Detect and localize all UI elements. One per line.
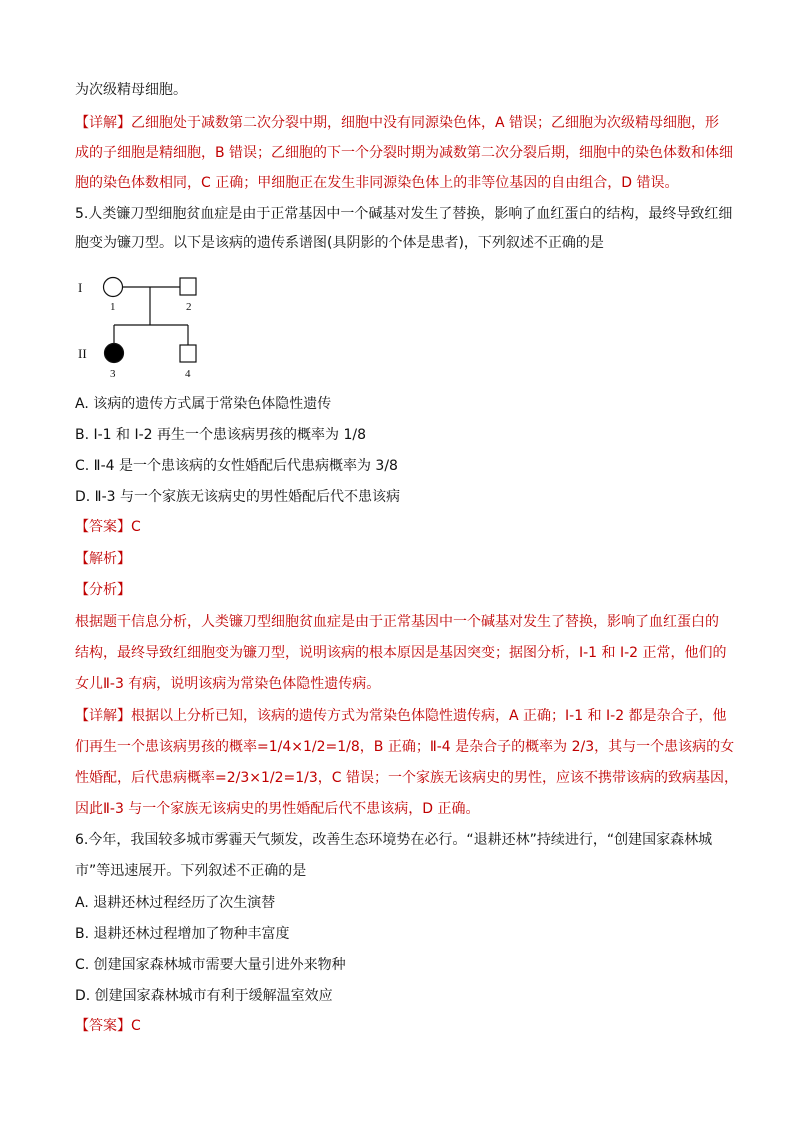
question-5-text: 胞变为镰刀型。以下是该病的遗传系谱图(具阴影的个体是患者)，下列叙述不正确的是 <box>75 235 604 251</box>
detail-paragraph-line: 成的子细胞是精细胞，B 错误；乙细胞的下一个分裂时期为减数第二次分裂后期，细胞中的染色体数和体细 <box>75 145 734 161</box>
option-c: C. Ⅱ-4 是一个患该病的女性婚配后代患病概率为 3/8 <box>75 458 398 474</box>
option-b: B. 退耕还林过程增加了物种丰富度 <box>75 926 290 942</box>
individual-II-4-male-normal <box>180 345 196 362</box>
analysis-paragraph-line: 结构，最终导致红细胞变为镰刀型，说明该病的根本原因是基因突变；据图分析，I-1 和 I-2 正常，他们的 <box>75 645 727 661</box>
option-b: B. I-1 和 I-2 再生一个患该病男孩的概率为 1/8 <box>75 427 367 443</box>
option-c: C. 创建国家森林城市需要大量引进外来物种 <box>75 957 346 973</box>
detail-paragraph-line: 们再生一个患该病男孩的概率=1/4×1/2=1/8，B 正确；Ⅱ-4 是杂合子的概率为 2/3，其与一个患该病的女 <box>75 739 735 755</box>
detail-paragraph-line <box>75 706 735 726</box>
generation-label: II <box>78 346 87 361</box>
option-d: D. Ⅱ-3 与一个家族无该病史的男性婚配后代不患该病 <box>75 489 400 505</box>
pedigree-chart <box>70 270 230 380</box>
detail-paragraph-line: 因此Ⅱ-3 与一个家族无该病史的男性婚配后代不患该病，D 正确。 <box>75 801 480 817</box>
analysis-paragraph-line: 根据题干信息分析，人类镰刀型细胞贫血症是由于正常基因中一个碱基对发生了替换，影响了血红蛋白的 <box>75 614 719 630</box>
detail-text: 乙细胞处于减数第二次分裂中期，细胞中没有同源染色体，A 错误；乙细胞为次级精母细胞，形 <box>131 115 720 131</box>
analysis-label: 【解析】 <box>75 551 131 567</box>
option-a: A. 退耕还林过程经历了次生演替 <box>75 895 276 911</box>
answer-label: 【答案】C <box>75 1018 141 1034</box>
individual-I-1-female-normal <box>104 278 123 297</box>
question-5-text: 5.人类镰刀型细胞贫血症是由于正常基因中一个碱基对发生了替换，影响了血红蛋白的结构，最终导致红细 <box>75 206 733 222</box>
option-d: D. 创建国家森林城市有利于缓解温室效应 <box>75 988 333 1004</box>
question-6-text: 6.今年，我国较多城市雾霾天气频发，改善生态环境势在必行。“退耕还林”持续进行，“创建国家森林城 <box>75 832 713 848</box>
answer-label: 【答案】C <box>75 519 141 535</box>
detail-paragraph-line: 胞的染色体数相同，C 正确；甲细胞正在发生非同源染色体上的非等位基因的自由组合，D 错误。 <box>75 175 679 191</box>
individual-II-3-female-affected <box>105 344 124 363</box>
individual-number: 1 <box>110 301 116 313</box>
individual-I-2-male-normal <box>180 278 196 295</box>
detail-paragraph-line <box>75 113 735 133</box>
generation-label: I <box>78 280 83 295</box>
option-a: A. 该病的遗传方式属于常染色体隐性遗传 <box>75 396 332 412</box>
detail-text: 根据以上分析已知，该病的遗传方式为常染色体隐性遗传病，A 正确；I-1 和 I-2 都是杂合子，他 <box>131 708 727 724</box>
analysis-sub-label: 【分析】 <box>75 582 131 598</box>
individual-number: 3 <box>110 368 116 380</box>
detail-paragraph-line: 性婚配，后代患病概率=2/3×1/2=1/3，C 错误；一个家族无该病史的男性，应该不携带该病的致病基因， <box>75 770 739 786</box>
individual-number: 2 <box>186 301 192 313</box>
individual-number: 4 <box>185 368 191 380</box>
text-line: 为次级精母细胞。 <box>75 82 187 98</box>
detail-tag: 【详解】 <box>75 708 131 724</box>
question-6-text: 市”等迅速展开。下列叙述不正确的是 <box>75 863 307 879</box>
analysis-paragraph-line: 女儿Ⅱ-3 有病，说明该病为常染色体隐性遗传病。 <box>75 676 381 692</box>
detail-tag: 【详解】 <box>75 115 131 131</box>
